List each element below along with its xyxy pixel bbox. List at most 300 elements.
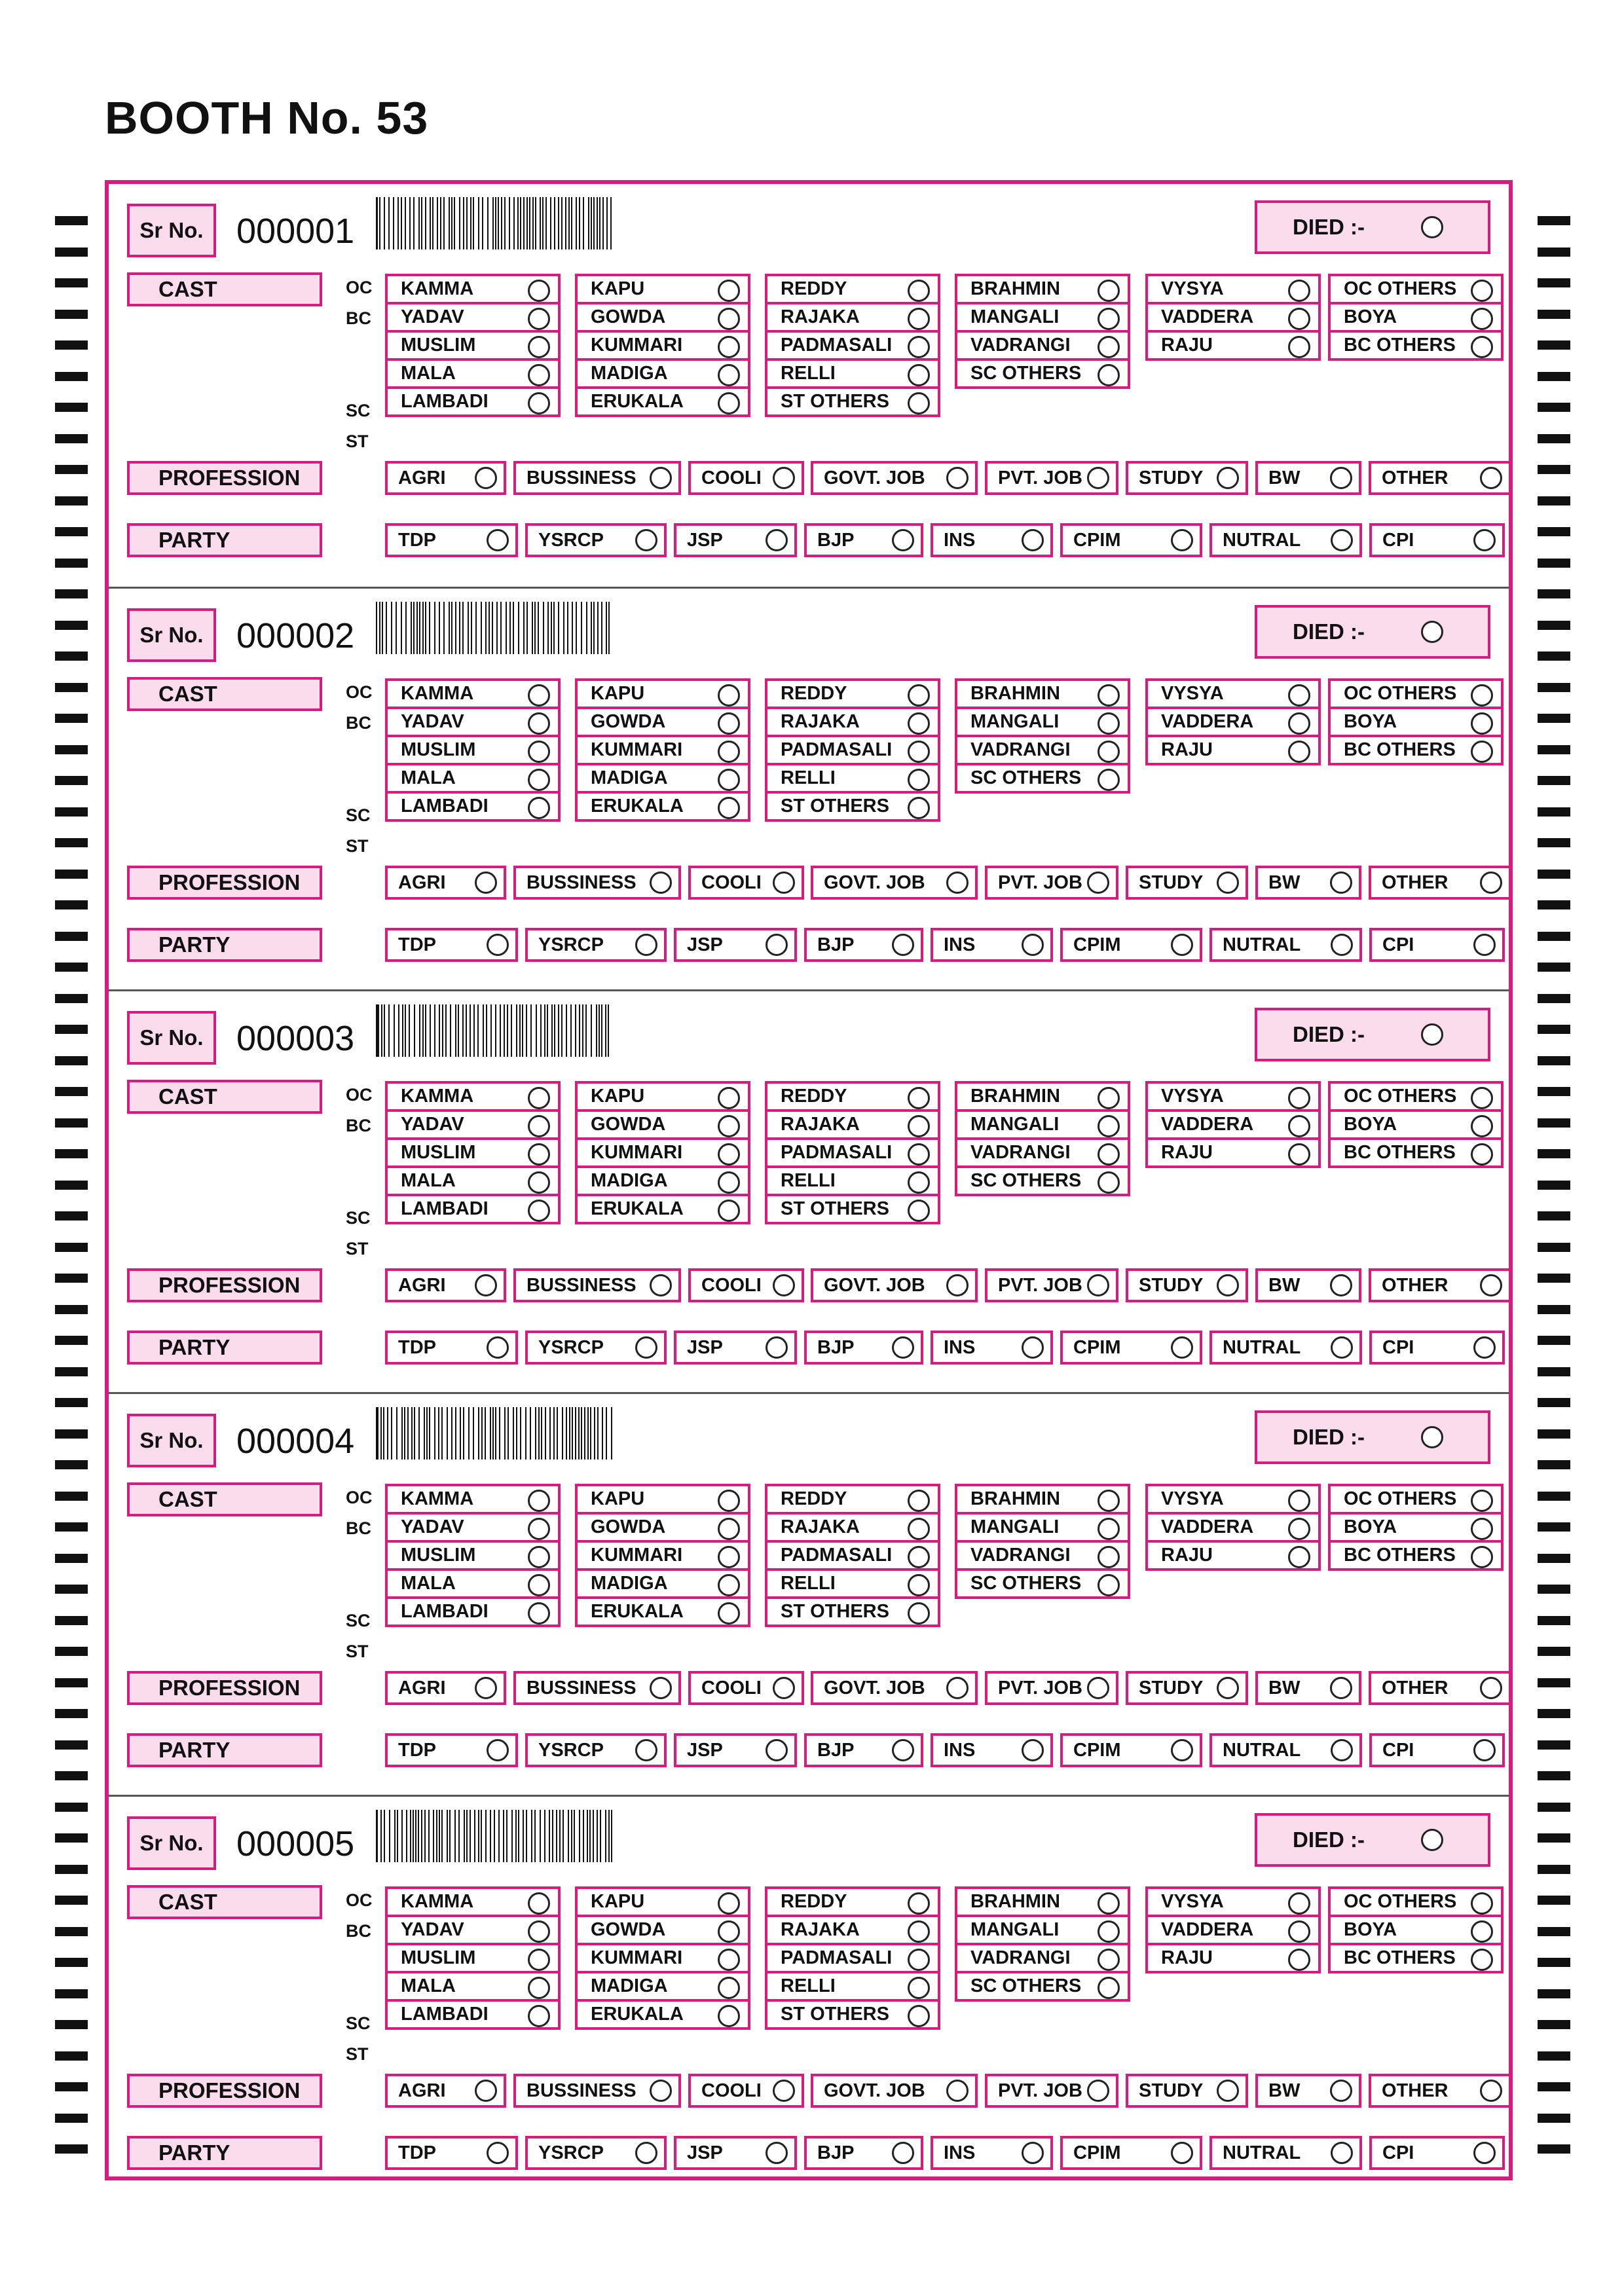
party-radio[interactable] (892, 1739, 914, 1761)
party-radio[interactable] (1473, 934, 1496, 956)
cast-radio[interactable] (908, 712, 930, 735)
party-option-ysrcp[interactable] (525, 523, 667, 557)
cast-radio[interactable] (1288, 1143, 1310, 1166)
cast-option-raju[interactable] (1145, 1943, 1321, 1974)
cast-option-vadrangi[interactable] (955, 1943, 1130, 1974)
profession-option-bw[interactable] (1255, 866, 1361, 900)
cast-radio[interactable] (528, 1602, 550, 1625)
profession-radio[interactable] (773, 1677, 795, 1699)
cast-radio[interactable] (1288, 1490, 1310, 1512)
cast-radio[interactable] (528, 741, 550, 763)
cast-option-lambadi[interactable] (385, 1596, 561, 1627)
cast-option-vaddera[interactable] (1145, 1512, 1321, 1543)
cast-option-rajaka[interactable] (765, 1915, 940, 1945)
cast-radio[interactable] (718, 1115, 740, 1137)
cast-radio[interactable] (1098, 1949, 1120, 1971)
cast-option-reddy[interactable] (765, 678, 940, 709)
party-option-ysrcp[interactable] (525, 1733, 667, 1767)
cast-option-padmasali[interactable] (765, 1943, 940, 1974)
profession-option-pvt-job[interactable] (985, 2074, 1118, 2108)
profession-option-govt-job[interactable] (811, 2074, 978, 2108)
party-option-ins[interactable] (931, 1331, 1053, 1365)
cast-radio[interactable] (718, 741, 740, 763)
cast-option-sc-others[interactable] (955, 763, 1130, 794)
cast-option-kapu[interactable] (575, 274, 750, 304)
cast-option-rajaka[interactable] (765, 1512, 940, 1543)
profession-radio[interactable] (475, 872, 497, 894)
cast-option-mangali[interactable] (955, 1915, 1130, 1945)
party-radio[interactable] (766, 529, 788, 551)
profession-radio[interactable] (1330, 872, 1352, 894)
party-option-tdp[interactable] (385, 1331, 518, 1365)
cast-option-vysya[interactable] (1145, 1081, 1321, 1112)
cast-radio[interactable] (1288, 308, 1310, 330)
cast-radio[interactable] (528, 1171, 550, 1194)
cast-option-raju[interactable] (1145, 735, 1321, 765)
profession-radio[interactable] (773, 2080, 795, 2102)
party-option-ins[interactable] (931, 928, 1053, 962)
profession-radio[interactable] (1480, 2080, 1502, 2102)
cast-option-yadav[interactable] (385, 1915, 561, 1945)
party-radio[interactable] (1331, 934, 1353, 956)
cast-option-st-others[interactable] (765, 1596, 940, 1627)
profession-radio[interactable] (475, 1274, 497, 1296)
profession-option-study[interactable] (1126, 461, 1248, 495)
cast-radio[interactable] (718, 280, 740, 302)
cast-radio[interactable] (1471, 741, 1493, 763)
party-option-ins[interactable] (931, 2136, 1053, 2170)
cast-radio[interactable] (1288, 280, 1310, 302)
cast-radio[interactable] (1288, 712, 1310, 735)
cast-option-kummari[interactable] (575, 1943, 750, 1974)
party-radio[interactable] (635, 1336, 657, 1359)
cast-option-oc-others[interactable] (1328, 678, 1504, 709)
cast-radio[interactable] (908, 1200, 930, 1222)
party-option-nutral[interactable] (1209, 2136, 1362, 2170)
cast-option-yadav[interactable] (385, 1512, 561, 1543)
died-radio[interactable] (1421, 1426, 1443, 1448)
cast-option-boya[interactable] (1328, 302, 1504, 333)
cast-radio[interactable] (1471, 280, 1493, 302)
cast-option-kummari[interactable] (575, 1540, 750, 1571)
cast-radio[interactable] (528, 797, 550, 819)
cast-option-kamma[interactable] (385, 678, 561, 709)
cast-radio[interactable] (908, 1546, 930, 1568)
profession-radio[interactable] (650, 467, 672, 489)
party-option-cpim[interactable] (1060, 1331, 1202, 1365)
cast-option-reddy[interactable] (765, 1886, 940, 1917)
party-radio[interactable] (892, 934, 914, 956)
profession-option-other[interactable] (1369, 461, 1511, 495)
cast-option-brahmin[interactable] (955, 274, 1130, 304)
died-radio[interactable] (1421, 1023, 1443, 1046)
cast-option-kummari[interactable] (575, 735, 750, 765)
cast-radio[interactable] (528, 308, 550, 330)
cast-radio[interactable] (528, 1490, 550, 1512)
cast-radio[interactable] (908, 1949, 930, 1971)
cast-option-mala[interactable] (385, 358, 561, 389)
cast-radio[interactable] (908, 1087, 930, 1109)
profession-option-study[interactable] (1126, 2074, 1248, 2108)
cast-radio[interactable] (1098, 1920, 1120, 1943)
cast-option-st-others[interactable] (765, 386, 940, 417)
profession-option-study[interactable] (1126, 1671, 1248, 1705)
cast-option-vaddera[interactable] (1145, 707, 1321, 737)
profession-radio[interactable] (1087, 2080, 1109, 2102)
party-radio[interactable] (635, 529, 657, 551)
cast-option-lambadi[interactable] (385, 791, 561, 822)
party-radio[interactable] (1022, 529, 1044, 551)
profession-radio[interactable] (1217, 467, 1239, 489)
profession-option-bussiness[interactable] (513, 2074, 681, 2108)
cast-radio[interactable] (1098, 1546, 1120, 1568)
party-radio[interactable] (766, 1739, 788, 1761)
cast-radio[interactable] (908, 741, 930, 763)
party-option-cpi[interactable] (1369, 1331, 1505, 1365)
cast-option-vadrangi[interactable] (955, 735, 1130, 765)
cast-option-bc-others[interactable] (1328, 735, 1504, 765)
profession-radio[interactable] (946, 872, 969, 894)
cast-radio[interactable] (718, 1490, 740, 1512)
profession-radio[interactable] (1480, 872, 1502, 894)
party-radio[interactable] (1473, 1739, 1496, 1761)
cast-radio[interactable] (1098, 1574, 1120, 1596)
cast-option-st-others[interactable] (765, 791, 940, 822)
cast-option-gowda[interactable] (575, 1512, 750, 1543)
profession-radio[interactable] (475, 1677, 497, 1699)
cast-radio[interactable] (1098, 280, 1120, 302)
died-radio[interactable] (1421, 621, 1443, 643)
party-radio[interactable] (1022, 1336, 1044, 1359)
cast-radio[interactable] (528, 1546, 550, 1568)
cast-option-kamma[interactable] (385, 1886, 561, 1917)
cast-radio[interactable] (718, 1892, 740, 1915)
cast-radio[interactable] (1288, 1087, 1310, 1109)
cast-radio[interactable] (1288, 1920, 1310, 1943)
cast-radio[interactable] (908, 1143, 930, 1166)
cast-option-st-others[interactable] (765, 1999, 940, 2030)
cast-radio[interactable] (1098, 1087, 1120, 1109)
cast-radio[interactable] (528, 1200, 550, 1222)
profession-radio[interactable] (773, 872, 795, 894)
profession-radio[interactable] (1330, 467, 1352, 489)
party-radio[interactable] (487, 529, 509, 551)
profession-option-bw[interactable] (1255, 1671, 1361, 1705)
cast-radio[interactable] (718, 1143, 740, 1166)
cast-radio[interactable] (1471, 1115, 1493, 1137)
party-option-ins[interactable] (931, 1733, 1053, 1767)
cast-radio[interactable] (1098, 1115, 1120, 1137)
party-radio[interactable] (1331, 1739, 1353, 1761)
cast-radio[interactable] (528, 1949, 550, 1971)
party-radio[interactable] (1171, 2142, 1193, 2164)
cast-radio[interactable] (908, 336, 930, 358)
cast-option-brahmin[interactable] (955, 1081, 1130, 1112)
profession-option-govt-job[interactable] (811, 461, 978, 495)
cast-radio[interactable] (718, 392, 740, 414)
party-radio[interactable] (1473, 2142, 1496, 2164)
cast-radio[interactable] (908, 1171, 930, 1194)
cast-radio[interactable] (718, 684, 740, 707)
party-radio[interactable] (766, 2142, 788, 2164)
cast-radio[interactable] (1471, 308, 1493, 330)
cast-radio[interactable] (1471, 336, 1493, 358)
cast-radio[interactable] (528, 1143, 550, 1166)
party-option-tdp[interactable] (385, 928, 518, 962)
party-radio[interactable] (892, 2142, 914, 2164)
cast-radio[interactable] (528, 1518, 550, 1540)
cast-radio[interactable] (908, 1920, 930, 1943)
profession-option-agri[interactable] (385, 461, 506, 495)
profession-radio[interactable] (1480, 467, 1502, 489)
cast-option-kummari[interactable] (575, 1137, 750, 1168)
cast-radio[interactable] (718, 1546, 740, 1568)
cast-option-mala[interactable] (385, 763, 561, 794)
party-option-cpi[interactable] (1369, 2136, 1505, 2170)
cast-radio[interactable] (718, 1171, 740, 1194)
profession-radio[interactable] (1217, 1677, 1239, 1699)
cast-option-st-others[interactable] (765, 1194, 940, 1224)
cast-option-madiga[interactable] (575, 763, 750, 794)
cast-option-padmasali[interactable] (765, 1137, 940, 1168)
cast-option-vysya[interactable] (1145, 1886, 1321, 1917)
party-radio[interactable] (635, 1739, 657, 1761)
profession-option-agri[interactable] (385, 1671, 506, 1705)
party-option-bjp[interactable] (804, 1733, 923, 1767)
cast-radio[interactable] (528, 1920, 550, 1943)
cast-radio[interactable] (908, 364, 930, 386)
party-option-bjp[interactable] (804, 1331, 923, 1365)
profession-radio[interactable] (1330, 1274, 1352, 1296)
cast-option-sc-others[interactable] (955, 1166, 1130, 1196)
cast-radio[interactable] (908, 1115, 930, 1137)
cast-radio[interactable] (528, 769, 550, 791)
profession-radio[interactable] (1330, 2080, 1352, 2102)
profession-radio[interactable] (773, 1274, 795, 1296)
profession-option-agri[interactable] (385, 866, 506, 900)
profession-option-cooli[interactable] (688, 1671, 804, 1705)
cast-option-sc-others[interactable] (955, 1568, 1130, 1599)
cast-radio[interactable] (528, 392, 550, 414)
cast-radio[interactable] (1471, 1949, 1493, 1971)
profession-option-other[interactable] (1369, 2074, 1511, 2108)
cast-radio[interactable] (528, 1115, 550, 1137)
cast-option-boya[interactable] (1328, 1915, 1504, 1945)
party-radio[interactable] (1022, 1739, 1044, 1761)
cast-option-yadav[interactable] (385, 1109, 561, 1140)
profession-option-agri[interactable] (385, 2074, 506, 2108)
cast-option-erukala[interactable] (575, 386, 750, 417)
profession-option-other[interactable] (1369, 866, 1511, 900)
cast-radio[interactable] (718, 2005, 740, 2027)
party-radio[interactable] (635, 2142, 657, 2164)
cast-radio[interactable] (1288, 1546, 1310, 1568)
party-radio[interactable] (1473, 529, 1496, 551)
cast-option-relli[interactable] (765, 1568, 940, 1599)
cast-option-mangali[interactable] (955, 707, 1130, 737)
cast-radio[interactable] (718, 1602, 740, 1625)
cast-option-vaddera[interactable] (1145, 1109, 1321, 1140)
party-option-cpim[interactable] (1060, 523, 1202, 557)
profession-option-bw[interactable] (1255, 1268, 1361, 1302)
cast-option-padmasali[interactable] (765, 735, 940, 765)
cast-option-rajaka[interactable] (765, 707, 940, 737)
cast-radio[interactable] (908, 392, 930, 414)
profession-option-other[interactable] (1369, 1268, 1511, 1302)
cast-radio[interactable] (1098, 1171, 1120, 1194)
party-radio[interactable] (892, 1336, 914, 1359)
cast-option-sc-others[interactable] (955, 1971, 1130, 2002)
party-radio[interactable] (487, 2142, 509, 2164)
profession-option-cooli[interactable] (688, 866, 804, 900)
cast-option-boya[interactable] (1328, 1512, 1504, 1543)
profession-option-bussiness[interactable] (513, 461, 681, 495)
party-option-bjp[interactable] (804, 2136, 923, 2170)
party-option-jsp[interactable] (674, 1733, 797, 1767)
cast-option-boya[interactable] (1328, 707, 1504, 737)
profession-option-cooli[interactable] (688, 2074, 804, 2108)
profession-option-govt-job[interactable] (811, 866, 978, 900)
party-radio[interactable] (487, 934, 509, 956)
cast-option-mala[interactable] (385, 1166, 561, 1196)
party-option-jsp[interactable] (674, 1331, 797, 1365)
cast-option-reddy[interactable] (765, 274, 940, 304)
died-radio[interactable] (1421, 216, 1443, 238)
cast-radio[interactable] (908, 797, 930, 819)
party-option-cpi[interactable] (1369, 928, 1505, 962)
party-option-nutral[interactable] (1209, 1331, 1362, 1365)
profession-radio[interactable] (650, 1677, 672, 1699)
cast-radio[interactable] (908, 1574, 930, 1596)
cast-radio[interactable] (1098, 769, 1120, 791)
profession-radio[interactable] (1330, 1677, 1352, 1699)
cast-radio[interactable] (528, 1977, 550, 1999)
cast-radio[interactable] (1288, 1518, 1310, 1540)
cast-radio[interactable] (908, 1977, 930, 1999)
party-option-cpim[interactable] (1060, 928, 1202, 962)
cast-option-relli[interactable] (765, 1166, 940, 1196)
party-radio[interactable] (487, 1336, 509, 1359)
cast-radio[interactable] (908, 1892, 930, 1915)
profession-radio[interactable] (946, 467, 969, 489)
party-option-nutral[interactable] (1209, 523, 1362, 557)
cast-option-bc-others[interactable] (1328, 1540, 1504, 1571)
cast-option-reddy[interactable] (765, 1081, 940, 1112)
cast-option-kamma[interactable] (385, 274, 561, 304)
cast-radio[interactable] (908, 769, 930, 791)
profession-option-other[interactable] (1369, 1671, 1511, 1705)
cast-option-vadrangi[interactable] (955, 1137, 1130, 1168)
cast-option-kapu[interactable] (575, 678, 750, 709)
profession-radio[interactable] (773, 467, 795, 489)
party-option-bjp[interactable] (804, 523, 923, 557)
cast-option-boya[interactable] (1328, 1109, 1504, 1140)
party-option-ins[interactable] (931, 523, 1053, 557)
party-radio[interactable] (635, 934, 657, 956)
cast-option-gowda[interactable] (575, 1109, 750, 1140)
profession-option-cooli[interactable] (688, 461, 804, 495)
cast-radio[interactable] (1098, 741, 1120, 763)
party-option-cpim[interactable] (1060, 1733, 1202, 1767)
cast-option-rajaka[interactable] (765, 1109, 940, 1140)
cast-radio[interactable] (1098, 684, 1120, 707)
party-radio[interactable] (1171, 1336, 1193, 1359)
cast-radio[interactable] (1098, 1490, 1120, 1512)
cast-radio[interactable] (1098, 1143, 1120, 1166)
profession-option-bw[interactable] (1255, 461, 1361, 495)
cast-radio[interactable] (1098, 1977, 1120, 1999)
profession-option-pvt-job[interactable] (985, 866, 1118, 900)
cast-option-bc-others[interactable] (1328, 1943, 1504, 1974)
died-radio[interactable] (1421, 1829, 1443, 1851)
party-option-tdp[interactable] (385, 2136, 518, 2170)
party-option-ysrcp[interactable] (525, 928, 667, 962)
party-option-nutral[interactable] (1209, 1733, 1362, 1767)
profession-option-bussiness[interactable] (513, 1671, 681, 1705)
cast-option-erukala[interactable] (575, 1596, 750, 1627)
cast-radio[interactable] (1471, 1490, 1493, 1512)
party-option-cpi[interactable] (1369, 1733, 1505, 1767)
party-radio[interactable] (487, 1739, 509, 1761)
cast-radio[interactable] (908, 1602, 930, 1625)
cast-radio[interactable] (908, 2005, 930, 2027)
profession-radio[interactable] (475, 2080, 497, 2102)
cast-option-sc-others[interactable] (955, 358, 1130, 389)
cast-option-erukala[interactable] (575, 1194, 750, 1224)
cast-radio[interactable] (528, 364, 550, 386)
cast-option-muslim[interactable] (385, 1137, 561, 1168)
cast-option-mala[interactable] (385, 1971, 561, 2002)
profession-option-govt-job[interactable] (811, 1268, 978, 1302)
cast-radio[interactable] (718, 308, 740, 330)
party-option-ysrcp[interactable] (525, 1331, 667, 1365)
cast-radio[interactable] (1098, 364, 1120, 386)
profession-option-govt-job[interactable] (811, 1671, 978, 1705)
cast-radio[interactable] (528, 2005, 550, 2027)
cast-radio[interactable] (1471, 1087, 1493, 1109)
cast-option-kapu[interactable] (575, 1081, 750, 1112)
cast-radio[interactable] (528, 712, 550, 735)
cast-radio[interactable] (1288, 1949, 1310, 1971)
party-option-bjp[interactable] (804, 928, 923, 962)
cast-radio[interactable] (718, 364, 740, 386)
cast-radio[interactable] (1098, 1892, 1120, 1915)
party-option-tdp[interactable] (385, 523, 518, 557)
cast-option-bc-others[interactable] (1328, 1137, 1504, 1168)
cast-option-relli[interactable] (765, 763, 940, 794)
cast-radio[interactable] (908, 1490, 930, 1512)
profession-option-bussiness[interactable] (513, 866, 681, 900)
profession-radio[interactable] (650, 2080, 672, 2102)
cast-option-muslim[interactable] (385, 1943, 561, 1974)
cast-option-brahmin[interactable] (955, 1886, 1130, 1917)
cast-radio[interactable] (718, 1087, 740, 1109)
cast-radio[interactable] (718, 712, 740, 735)
cast-option-brahmin[interactable] (955, 1484, 1130, 1515)
party-radio[interactable] (892, 529, 914, 551)
cast-option-gowda[interactable] (575, 302, 750, 333)
cast-option-oc-others[interactable] (1328, 274, 1504, 304)
profession-radio[interactable] (1480, 1274, 1502, 1296)
cast-radio[interactable] (1288, 741, 1310, 763)
cast-option-bc-others[interactable] (1328, 330, 1504, 361)
profession-radio[interactable] (1217, 872, 1239, 894)
cast-option-muslim[interactable] (385, 330, 561, 361)
cast-radio[interactable] (908, 1518, 930, 1540)
party-option-tdp[interactable] (385, 1733, 518, 1767)
cast-radio[interactable] (528, 1574, 550, 1596)
profession-radio[interactable] (1087, 467, 1109, 489)
